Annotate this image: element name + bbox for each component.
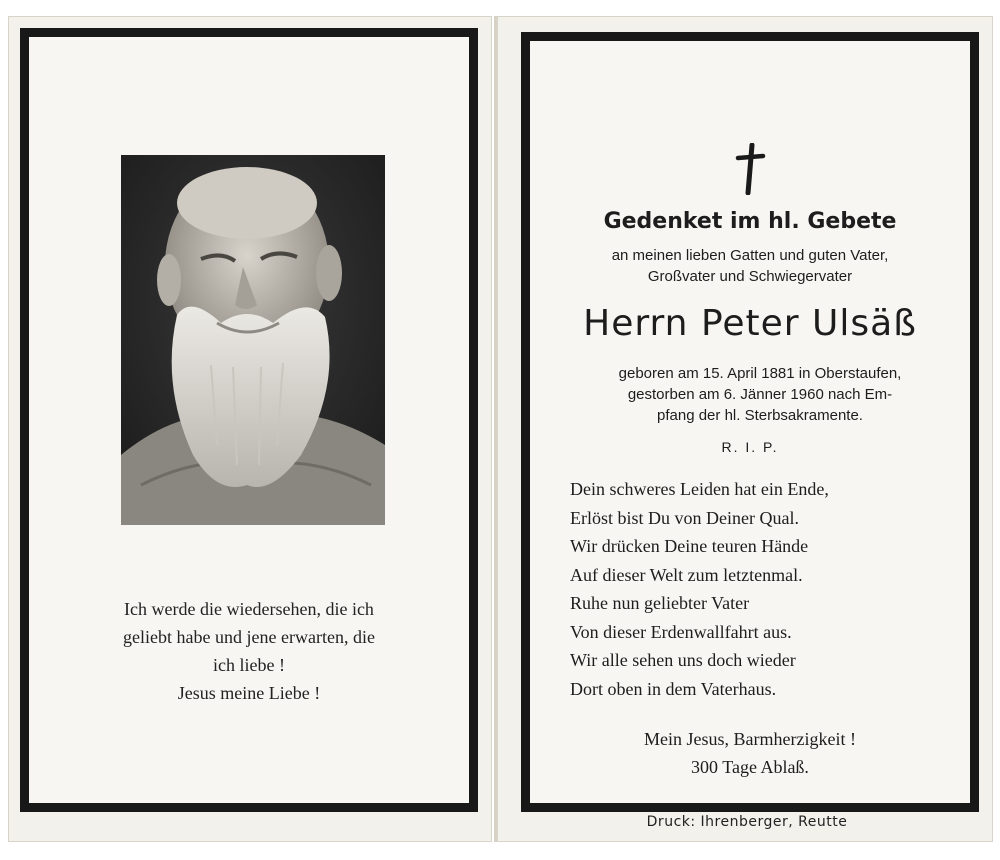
dates-line: geboren am 15. April 1881 in Oberstaufen, xyxy=(618,365,902,382)
intro-line: an meinen lieben Gatten und guten Vater, xyxy=(611,247,889,264)
farewell-quote xyxy=(59,595,439,707)
dates-line: pfang der hl. Sterbsakramente. xyxy=(657,407,863,424)
poem-line: Ruhe nun geliebter Vater xyxy=(570,593,750,613)
poem-line: Auf dieser Welt zum letztenmal. xyxy=(570,564,803,585)
quote-line: geliebt habe und jene erwarten, die xyxy=(123,627,375,647)
portrait-image xyxy=(121,155,385,525)
poem-line: Wir alle sehen uns doch wieder xyxy=(570,650,796,670)
poem-line: Von dieser Erdenwallfahrt aus. xyxy=(570,621,792,642)
dates-line: gestorben am 6. Jänner 1960 nach Em- xyxy=(627,386,893,403)
memorial-poem xyxy=(570,475,950,703)
quote-line: ich liebe ! xyxy=(213,655,285,675)
quote-line: Ich werde die wiedersehen, die ich xyxy=(124,599,374,619)
right-card-panel xyxy=(497,16,993,842)
memorial-heading: Gedenket im hl. Gebete xyxy=(603,209,897,234)
closing-line: 300 Tage Ablaß. xyxy=(691,757,809,777)
portrait-photo xyxy=(121,155,385,525)
poem-line: Dort oben in dem Vaterhaus. xyxy=(570,678,777,699)
cross-icon xyxy=(730,143,770,195)
life-dates xyxy=(560,363,960,426)
poem-line: Wir drücken Deine teuren Hände xyxy=(570,536,809,556)
closing-prayer xyxy=(530,725,970,781)
intro-line: Großvater und Schwiegervater xyxy=(647,268,853,285)
closing-line: Mein Jesus, Barmherzigkeit ! xyxy=(644,729,856,749)
left-card-panel xyxy=(8,16,492,842)
deceased-name: Herrn Peter Ulsäß xyxy=(583,303,917,344)
memorial-text xyxy=(530,41,970,801)
memorial-intro xyxy=(530,245,970,287)
printer-credit: Druck: Ihrenberger, Reutte xyxy=(646,814,848,830)
right-mourning-frame xyxy=(521,32,979,812)
rip-label: R. I. P. xyxy=(721,439,779,455)
left-mourning-frame xyxy=(20,28,478,812)
poem-line: Erlöst bist Du von Deiner Qual. xyxy=(570,507,799,528)
poem-line: Dein schweres Leiden hat ein Ende, xyxy=(570,479,829,499)
quote-line: Jesus meine Liebe ! xyxy=(177,683,321,703)
